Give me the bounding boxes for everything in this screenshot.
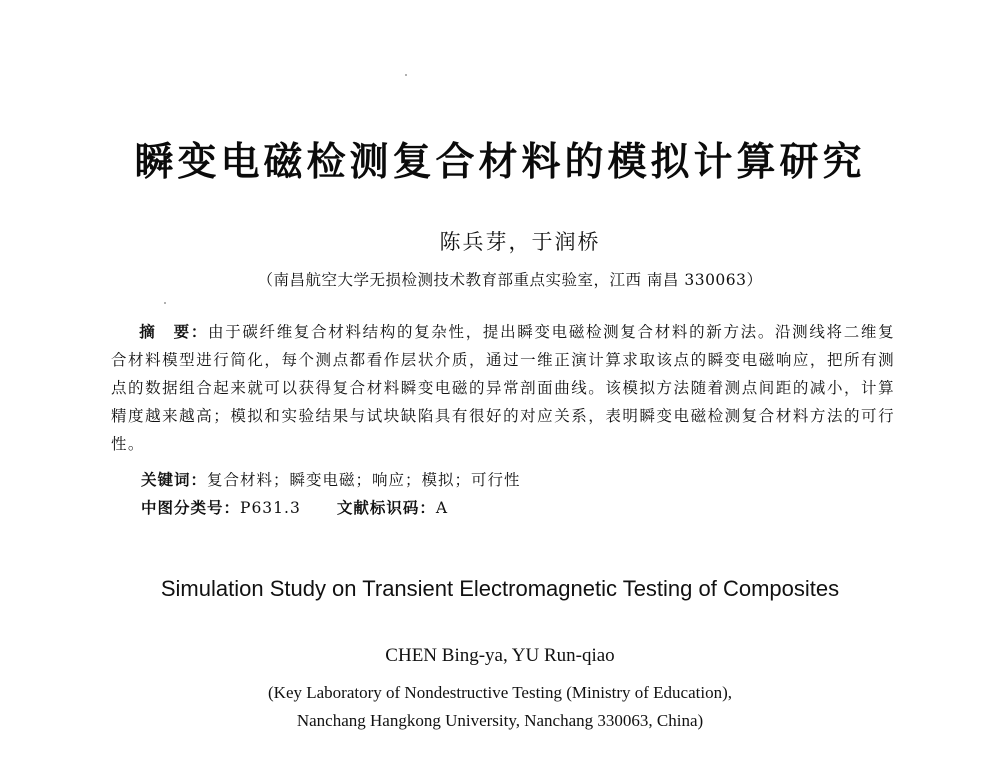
classification-zh: [141, 496, 448, 518]
doc-code-label: 文献标识码：: [336, 499, 436, 517]
authors-en: CHEN Bing-ya, YU Run-qiao: [385, 645, 615, 666]
affiliation-en-line2: Nanchang Hangkong University, Nanchang 330063, China): [296, 711, 704, 730]
affiliation-en-line1: (Key Laboratory of Nondestructive Testing (Ministry of Education),: [268, 683, 732, 702]
scan-speck: [405, 74, 407, 76]
paper-title-en: Simulation Study on Transient Electromagnetic Testing of Composites: [160, 576, 840, 601]
abstract-text: 由于碳纤维复合材料结构的复杂性，提出瞬变电磁检测复合材料的新方法。沿测线将二维复合材料模型进行简化，每个测点都看作层状介质，通过一维正演计算求取该点的瞬变电磁响应，把所有测点的数据组合起来就可以获得复合材料瞬变电磁的异常剖面曲线。该模拟方法随着测点间距的减小，计算精度越来越高；模拟和实验结果与试块缺陷具有很好的对应关系，表明瞬变电磁检测复合材料方法的可行性。: [111, 323, 895, 453]
paper-title-zh: 瞬变电磁检测复合材料的模拟计算研究: [134, 139, 866, 185]
abstract-label: 摘 要：: [139, 323, 209, 341]
clc-label: 中图分类号：: [141, 499, 241, 517]
keywords-label: 关键词：: [141, 471, 208, 489]
abstract-zh: [111, 318, 895, 458]
keywords-text: 复合材料；瞬变电磁；响应；模拟；可行性: [207, 471, 521, 489]
doc-code-value: A: [435, 499, 449, 517]
keywords-zh: [141, 468, 521, 490]
authors-zh: 陈兵芽，于润桥: [439, 230, 601, 254]
scan-speck: [164, 302, 166, 304]
affiliation-zh: （南昌航空大学无损检测技术教育部重点实验室，江西 南昌 330063）: [257, 271, 763, 289]
clc-value: P631.3: [240, 499, 301, 517]
